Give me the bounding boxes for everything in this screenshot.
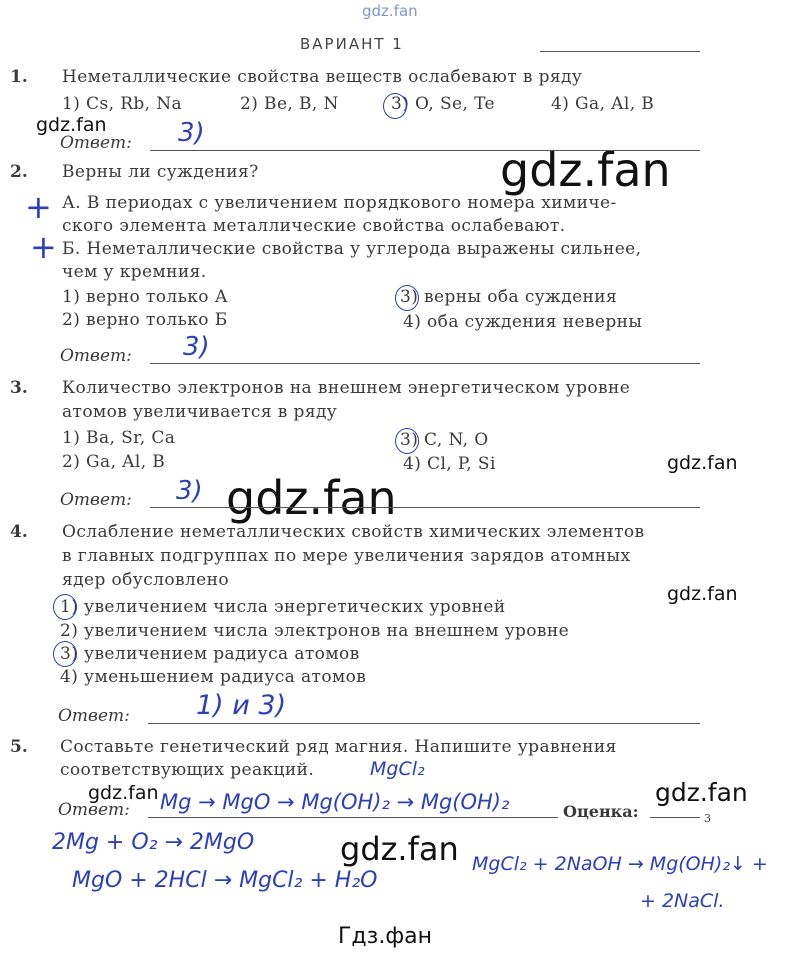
handwritten-equation: + 2NaCl. <box>640 890 725 912</box>
handwritten-formula: MgCl₂ <box>370 758 425 780</box>
answer-circle <box>53 594 77 620</box>
handwritten-answer: 3) <box>183 332 210 362</box>
question-text: соответствующих реакций. <box>60 760 315 780</box>
option: 3) C, N, O <box>400 430 489 450</box>
question-number: 4. <box>10 522 28 542</box>
question-text: Составьте генетический ряд магния. Напишите уравнения <box>60 737 617 757</box>
answer-line <box>150 150 700 151</box>
question-number: 5. <box>10 737 28 757</box>
answer-circle <box>395 428 419 454</box>
question-number: 2. <box>10 162 28 182</box>
answer-line <box>148 723 700 724</box>
watermark: gdz.fan <box>500 143 671 197</box>
question-number: 1. <box>10 67 28 87</box>
answer-label: Ответ: <box>58 706 130 726</box>
handwritten-answer: 1) и 3) <box>196 690 287 721</box>
answer-label: Ответ: <box>60 490 132 510</box>
statement-b: чем у кремния. <box>62 262 207 282</box>
option: 2) Ga, Al, B <box>62 452 166 472</box>
variant-title: ВАРИАНТ 1 <box>300 35 404 53</box>
watermark: gdz.fan <box>667 452 738 474</box>
watermark: gdz.fan <box>88 782 159 804</box>
watermark: gdz.fan <box>667 583 738 605</box>
name-line <box>540 51 700 52</box>
watermark: gdz.fan <box>362 2 418 20</box>
statement-a: А. В периодах с увеличением порядкового номера химиче- <box>62 193 617 213</box>
plus-mark: + <box>25 188 52 226</box>
statement-b: Б. Неметаллические свойства у углерода выражены сильнее, <box>62 239 642 259</box>
plus-mark: + <box>30 228 57 266</box>
watermark: gdz.fan <box>340 830 459 868</box>
option: 3) увеличением радиуса атомов <box>60 644 360 664</box>
question-text: Ослабление неметаллических свойств химических элементов <box>62 522 645 542</box>
option: 1) верно только А <box>62 287 228 307</box>
answer-circle <box>395 285 419 311</box>
option: 2) верно только Б <box>62 310 228 330</box>
handwritten-equation: MgO + 2HCl → MgCl₂ + H₂O <box>72 868 378 893</box>
answer-circle <box>383 93 407 119</box>
question-text: в главных подгруппах по мере увеличения зарядов атомных <box>62 546 631 566</box>
option: 4) оба суждения неверны <box>403 312 643 332</box>
answer-line <box>150 507 700 508</box>
question-text: Верны ли суждения? <box>62 162 259 182</box>
answer-label: Ответ: <box>60 346 132 366</box>
handwritten-equation: 2Mg + O₂ → 2MgO <box>52 830 255 855</box>
watermark: gdz.fan <box>226 471 397 525</box>
footer-watermark: Гдз.фан <box>338 924 432 949</box>
option: 2) Be, B, N <box>240 94 339 114</box>
answer-line <box>148 817 558 818</box>
grade-label: Оценка: <box>563 802 639 821</box>
question-text: Количество электронов на внешнем энергетическом уровне <box>62 378 631 398</box>
option: 3) O, Se, Te <box>391 94 495 114</box>
option: 4) Ga, Al, B <box>551 94 655 114</box>
answer-line <box>150 363 700 364</box>
question-text: ядер обусловлено <box>62 570 229 590</box>
option: 1) Cs, Rb, Na <box>62 94 183 114</box>
answer-label: Ответ: <box>60 133 132 153</box>
handwritten-equation: MgCl₂ + 2NaOH → Mg(OH)₂↓ + <box>472 853 768 875</box>
statement-a: ского элемента металлические свойства ослабевают. <box>62 216 566 236</box>
handwritten-answer: 3) <box>176 476 203 506</box>
answer-circle <box>53 641 77 667</box>
small-mark: 3 <box>704 812 711 825</box>
question-number: 3. <box>10 378 28 398</box>
question-text: атомов увеличивается в ряду <box>62 402 338 422</box>
handwritten-answer: 3) <box>178 118 205 148</box>
option: 1) увеличением числа энергетических уровней <box>60 597 506 617</box>
answer-label: Ответ: <box>58 800 130 820</box>
handwritten-chain: Mg → MgO → Mg(OH)₂ → Mg(OH)₂ <box>160 790 510 814</box>
question-text: Неметаллические свойства веществ ослабевают в ряду <box>62 67 583 87</box>
option: 1) Ba, Sr, Ca <box>62 428 176 448</box>
watermark: gdz.fan <box>655 778 748 807</box>
option: 4) Cl, P, Si <box>403 454 496 474</box>
option: 4) уменьшением радиуса атомов <box>60 667 367 687</box>
option: 2) увеличением числа электронов на внешнем уровне <box>60 621 570 641</box>
option: 3) верны оба суждения <box>400 287 618 307</box>
watermark: gdz.fan <box>36 114 107 136</box>
grade-line <box>650 817 700 818</box>
